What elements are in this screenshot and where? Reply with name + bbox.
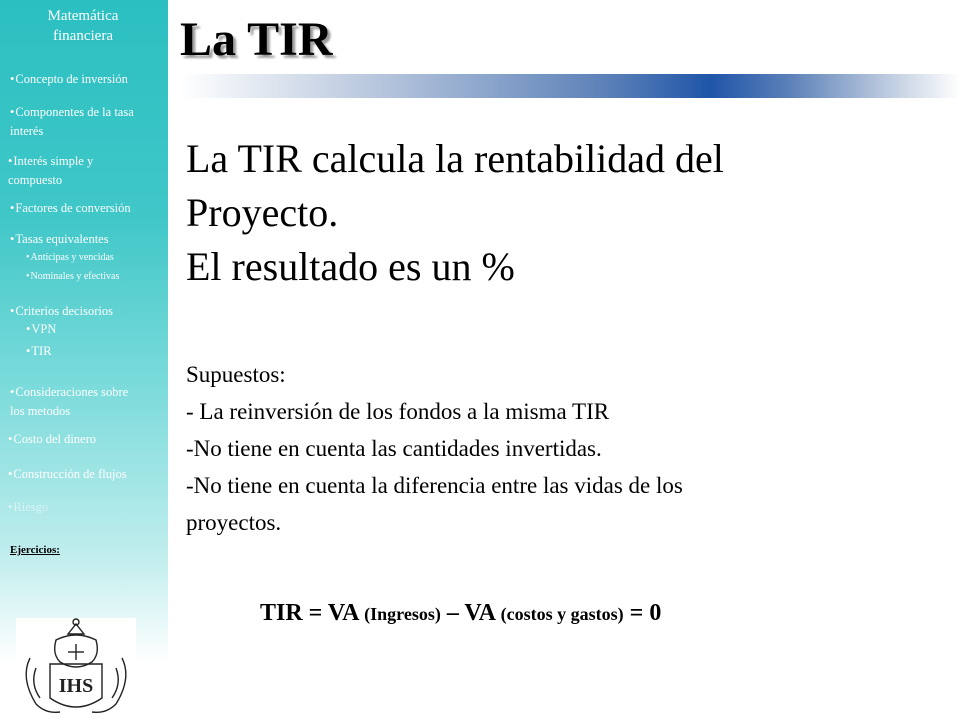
nav-componentes-tasa[interactable]: • Componentes de la tasa [10,103,134,122]
ejercicios-link[interactable]: Ejercicios: [10,544,60,556]
supuesto-3: -No tiene en cuenta la diferencia entre las vidas de los [186,473,683,498]
supuesto-1: - La reinversión de los fondos a la misma TIR [186,399,610,424]
university-crest-logo [16,618,136,720]
nav-vpn[interactable]: • VPN [26,320,56,339]
formula-part-3: – VA [440,600,501,626]
nav-anticipas-vencidas[interactable]: • Anticipas y vencidas [26,251,114,265]
nav-construccion-flujos[interactable]: • Construcción de flujos [8,465,127,484]
nav-nominales-efectivas[interactable]: • Nominales y efectivas [26,270,119,284]
nav-concepto-inversion[interactable]: • Concepto de inversión [10,70,128,89]
sidebar-title: Matemática financiera [47,8,119,44]
main-line-3: El resultado es un % [186,244,515,289]
crest-icon [16,618,136,720]
formula-part-5: = 0 [623,600,662,626]
nav-consideraciones[interactable]: • Consideraciones sobre [10,383,128,402]
formula-costos: (costos y gastos) [500,604,624,624]
supuesto-2: -No tiene en cuenta las cantidades invertidas. [186,436,602,461]
nav-consideraciones-cont[interactable]: los metodos [10,404,71,418]
formula-part-1: TIR = VA [260,600,365,626]
supuestos-heading: Supuestos: [186,362,286,387]
nav-criterios-decisorios[interactable]: • Criterios decisorios [10,302,113,321]
page-title: La TIR [180,13,333,66]
nav-riesgo[interactable]: • Riesgo [8,498,48,517]
nav-costo-dinero[interactable]: • Costo del dinero [8,430,96,449]
supuestos-block [186,356,956,541]
formula-ingresos: (Ingresos) [364,604,441,624]
nav-interes-simple-cont[interactable]: compuesto [8,173,63,187]
main-line-1: La TIR calcula la rentabilidad del [186,136,724,181]
main-text [186,132,946,294]
sidebar [0,0,168,720]
tir-formula [260,600,661,627]
nav-tasas-equivalentes[interactable]: • Tasas equivalentes [10,230,109,249]
title-gradient-bar [180,74,960,98]
nav-tir[interactable]: • TIR [26,342,52,361]
nav-factores-conversion[interactable]: • Factores de conversión [10,199,131,218]
nav-componentes-tasa-cont[interactable]: interés [10,124,44,138]
supuesto-3-cont: proyectos. [186,510,282,535]
main-line-2: Proyecto. [186,190,339,235]
crest-text: IHS [58,675,94,697]
nav-interes-simple[interactable]: • Interés simple y [8,152,93,171]
